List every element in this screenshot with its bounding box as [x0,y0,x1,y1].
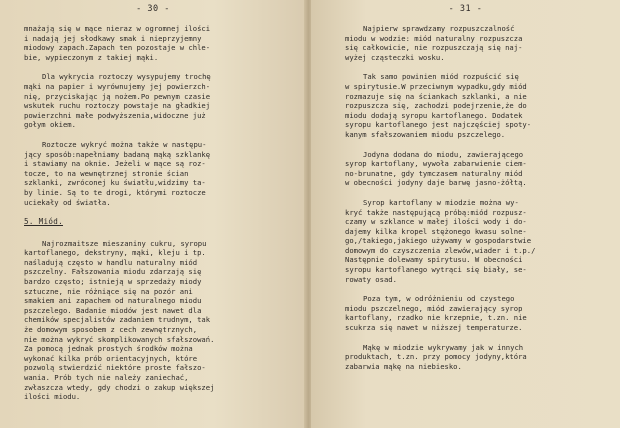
text-line: scukrza się nawet w niższej temperaturze. [345,323,523,333]
text-line: ilości miodu. [24,392,81,402]
text-line: i nadają jej słodkawy smak i nieprzyjemny [24,33,202,43]
text-line: kryć także następującą próbą:miód rozpusz- [345,207,527,217]
text-line: dajemy kilka kropel stężonego kwasu solne- [345,226,527,236]
text-line: domowym do czyszczenia zlewów,wiader i t.p./ [345,245,536,255]
text-line: Roztocze wykryć można także w następu- [42,139,207,149]
text-line: Syrop kartoflany w miodzie można wy- [363,197,519,207]
text-line: Tak samo powinien miód rozpuścić się [363,72,519,82]
text-line: Najpierw sprawdzamy rozpuszczalność [363,24,515,33]
text-line: powierzchni małe podwyższenia,widoczne już [24,110,206,120]
text-line: wania. Prób tych nie należy zaniechać, [24,373,189,382]
section-heading-honey: 5. Miód. [24,217,63,227]
text-line: Najrozmaitsze mieszaniny cukru, syropu [42,238,207,248]
text-line: miodu pszczelnego, miód zawierający syrop [345,303,523,313]
text-line: syropu kartoflanego wytrąci się biały, se- [345,265,527,275]
text-line: Mąkę w miodzie wykrywamy jak w innych [363,342,524,352]
text-line: Dla wykrycia roztoczy wysypujemy trochę [42,72,211,82]
text-line: nie można wykryć skomplikowanych sfałszowań. [24,334,215,344]
text-line: tocze, to na wewnętrznej stronie ścian [24,168,189,178]
text-line: smakiem ani zapachem od naturalnego miodu [24,296,202,306]
text-line: Poza tym, w odróżnieniu od czystego [363,294,515,304]
text-line: się całkowicie, nie rozpuszczają się naj- [345,43,523,53]
text-line: sztuczne, nie różniące się na pozór ani [24,286,193,296]
text-line: by linie. Są to te drogi, którymi roztocze [24,187,206,197]
right-paragraph-6 [345,343,603,372]
text-line: wyżej cząsteczki wosku. [345,52,445,62]
text-line: wskutek ruchu roztoczy powstaje na gładkiej [24,101,211,111]
text-line: chemików specjalistów zadaniem trudnym, tak [24,315,211,325]
text-line: w obecności jodyny daje barwę jasno-żółtą. [345,178,527,188]
text-line: bardzo często; istnieją w sprzedaży miody [24,277,202,287]
left-paragraph-2 [24,72,286,130]
right-paragraph-3 [345,150,603,188]
text-line: w spirytusie.W przeciwnym wypadku,gdy miód [345,81,527,91]
text-line: rozpuszcza się, zachodzi podejrzenie,że do [345,101,527,111]
text-line: naśladują często w handlu naturalny miód [24,257,198,267]
text-line: szklanki, zwróconej ku światłu,widzimy ta- [24,178,206,188]
right-page [311,0,620,428]
text-line: miodu dodają syropu kartoflanego. Dodatek [345,110,523,120]
text-line: czamy w szklance w małej ilości wody i do- [345,217,527,227]
text-line: mnażają się w mące nieraz w ogromnej ilości [24,24,211,33]
text-line: gołym okiem. [24,120,76,130]
text-line: rozmazuje się na ściankach szklanki, a nie [345,91,527,101]
text-line: pozwolą stwierdzić niektóre proste fałszo- [24,363,206,373]
text-line: Jodyna dodana do miodu, zawierającego [363,149,524,159]
left-paragraph-4 [24,239,286,402]
text-line: miodu w wodzie: miód naturalny rozpuszcza [345,33,523,43]
text-line: uciekały od światła. [24,197,111,207]
text-line: produktach, t.zn. przy pomocy jodyny,która [345,352,527,362]
text-line: syrop kartoflany, wywoła zabarwienie ciem- [345,159,527,169]
left-paragraph-1 [24,24,286,62]
text-line: kanym sfałszowaniem miodu pszczelego. [345,129,506,139]
text-line: zabarwia mąkę na niebiesko. [345,361,462,371]
text-line: rowaty osad. [345,274,397,284]
right-paragraph-1 [345,24,603,62]
text-line: syropu kartoflanego jest najczęściej spoty- [345,120,532,130]
text-line: no-brunatne, gdy tymczasem naturalny miód [345,168,523,178]
text-line: Następnie dolewamy spirytusu. W obecności [345,255,523,265]
right-paragraph-4 [345,198,603,284]
text-line: go,/takiego,jakiego używamy w gospodarstwie [345,236,532,246]
text-line: i stawiamy na oknie. Jeżeli w mące są roz- [24,159,206,169]
text-line: kartoflany, rzadko nie krzepnie, t.zn. nie [345,313,527,323]
page-number-right: - 31 - [448,4,483,14]
text-line: jący sposób:napełniamy badaną mąką szklankę [24,149,211,159]
left-page-text [24,24,286,412]
text-line: że domowym sposobem z cech zewnętrznych, [24,325,198,335]
right-paragraph-2 [345,72,603,139]
page-number-left: - 30 - [136,4,170,14]
text-line: wykonać kilka prób orientacyjnych, które [24,353,198,363]
text-line: pszczelny. Fałszowania miodu zdarzają się [24,267,202,277]
text-line: bie, wypieczonym z takiej mąki. [24,52,159,62]
left-page [0,0,306,428]
right-page-text [345,24,603,381]
text-line: nię, przyciskając ją nożem.Po pewnym czasie [24,91,211,101]
left-paragraph-3 [24,140,286,207]
text-line: miodowy zapach.Zapach ten pozostaje w chle- [24,43,211,53]
text-line: mąki na papier i wyrównujemy jej powierzch- [24,81,211,91]
text-line: pszczelego. Badanie miodów jest nawet dla [24,305,202,315]
text-line: kartoflanego, dekstryny, mąki, kleju i tp. [24,248,206,258]
right-paragraph-5 [345,294,603,332]
text-line: Za pomocą jednak prostych środków można [24,344,193,354]
text-line: zwłaszcza wtedy, gdy chodzi o zakup większej [24,382,215,392]
